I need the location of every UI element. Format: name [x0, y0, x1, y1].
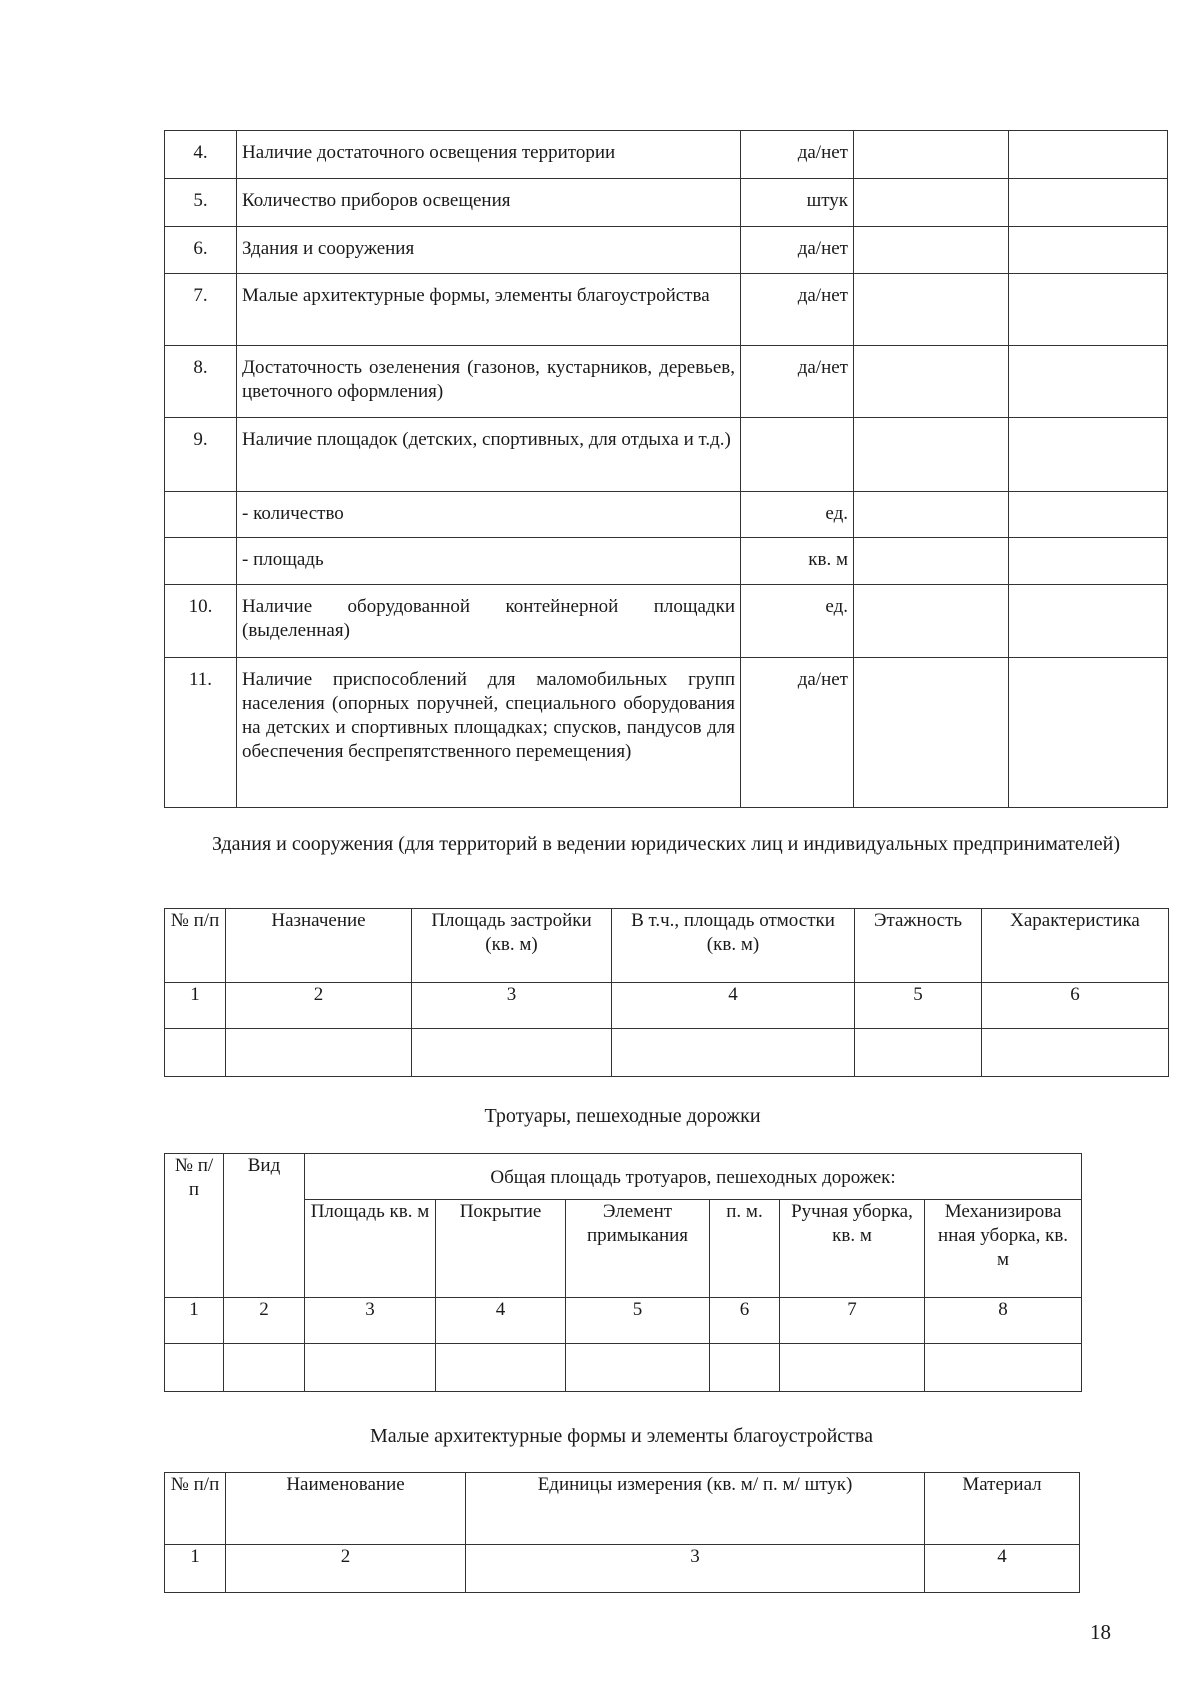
row-description: Малые архитектурные формы, элементы благоустройства — [237, 274, 741, 346]
empty-cell — [854, 131, 1009, 179]
index-cell: 1 — [165, 983, 226, 1029]
row-description: Наличие достаточного освещения территории — [237, 131, 741, 179]
row-unit: кв. м — [741, 538, 854, 585]
row-unit: да/нет — [741, 274, 854, 346]
row-description: Наличие площадок (детских, спортивных, для отдыха и т.д.) — [237, 418, 741, 492]
page-number: 18 — [1090, 1620, 1111, 1644]
header-cell: В т.ч., площадь отмостки (кв. м) — [612, 909, 855, 983]
row-number: 7. — [165, 274, 237, 346]
indicators-table — [164, 130, 1168, 808]
row-number: 9. — [165, 418, 237, 492]
header-cell: Назначение — [226, 909, 412, 983]
empty-cell — [925, 1344, 1082, 1392]
index-cell: 3 — [305, 1298, 436, 1344]
index-cell: 1 — [165, 1298, 224, 1344]
row-number: 6. — [165, 227, 237, 274]
sub-header-cell: Механизирова нная уборка, кв. м — [925, 1200, 1082, 1298]
sub-header-cell: п. м. — [710, 1200, 780, 1298]
index-cell: 3 — [466, 1545, 925, 1593]
row-unit: штук — [741, 179, 854, 227]
empty-cell — [854, 179, 1009, 227]
empty-cell — [226, 1029, 412, 1077]
index-cell: 6 — [982, 983, 1169, 1029]
row-description: Наличие оборудованной контейнерной площадки (выделенная) — [237, 585, 741, 658]
empty-cell — [780, 1344, 925, 1392]
table-row — [165, 274, 1168, 346]
table-row — [165, 585, 1168, 658]
empty-cell — [854, 418, 1009, 492]
buildings-table — [164, 908, 1169, 1077]
index-cell: 4 — [612, 983, 855, 1029]
empty-cell — [224, 1344, 305, 1392]
table-row — [165, 538, 1168, 585]
index-cell: 1 — [165, 1545, 226, 1593]
row-unit: ед. — [741, 492, 854, 538]
index-cell: 2 — [226, 1545, 466, 1593]
empty-cell — [1009, 274, 1168, 346]
table-row — [165, 418, 1168, 492]
index-cell: 8 — [925, 1298, 1082, 1344]
header-cell: Материал — [925, 1473, 1080, 1545]
header-cell: № п/п — [165, 909, 226, 983]
empty-cell — [165, 1029, 226, 1077]
header-cell: Площадь застройки (кв. м) — [412, 909, 612, 983]
row-description: Наличие приспособлений для маломобильных групп населения (опорных поручней, специального оборудования на детских и спортивных площадках; спусков, пандусов для обеспечения беспрепятственного перемещения) — [237, 658, 741, 808]
row-number — [165, 492, 237, 538]
table-row — [165, 346, 1168, 418]
empty-cell — [1009, 492, 1168, 538]
empty-cell — [854, 658, 1009, 808]
row-unit: да/нет — [741, 227, 854, 274]
empty-cell — [1009, 131, 1168, 179]
sidewalks-table — [164, 1153, 1082, 1392]
row-number: 4. — [165, 131, 237, 179]
header-cell: Наименование — [226, 1473, 466, 1545]
table-row — [165, 179, 1168, 227]
header-cell: Характеристика — [982, 909, 1169, 983]
index-cell: 7 — [780, 1298, 925, 1344]
header-cell: Единицы измерения (кв. м/ п. м/ штук) — [466, 1473, 925, 1545]
row-description: Количество приборов освещения — [237, 179, 741, 227]
small-forms-caption: Малые архитектурные формы и элементы благоустройства — [370, 1425, 873, 1447]
row-description: - количество — [237, 492, 741, 538]
buildings-caption: Здания и сооружения (для территорий в ведении юридических лиц и индивидуальных предпринимателей) — [211, 833, 1121, 855]
index-cell: 5 — [566, 1298, 710, 1344]
row-unit: да/нет — [741, 131, 854, 179]
sub-header-cell: Элемент примыкания — [566, 1200, 710, 1298]
index-cell: 3 — [412, 983, 612, 1029]
table-row — [165, 658, 1168, 808]
row-description: - площадь — [237, 538, 741, 585]
empty-cell — [1009, 179, 1168, 227]
empty-cell — [854, 538, 1009, 585]
row-number: 10. — [165, 585, 237, 658]
index-cell: 4 — [925, 1545, 1080, 1593]
row-number: 5. — [165, 179, 237, 227]
empty-cell — [1009, 538, 1168, 585]
row-number — [165, 538, 237, 585]
row-description: Здания и сооружения — [237, 227, 741, 274]
empty-cell — [165, 1344, 224, 1392]
empty-cell — [1009, 585, 1168, 658]
row-number: 11. — [165, 658, 237, 808]
empty-cell — [305, 1344, 436, 1392]
row-unit — [741, 418, 854, 492]
sub-header-cell: Ручная уборка, кв. м — [780, 1200, 925, 1298]
table-row — [165, 492, 1168, 538]
empty-cell — [854, 227, 1009, 274]
header-cell: Вид — [224, 1154, 305, 1298]
table-row — [165, 131, 1168, 179]
empty-cell — [612, 1029, 855, 1077]
sidewalks-caption: Тротуары, пешеходные дорожки — [484, 1105, 761, 1127]
empty-cell — [566, 1344, 710, 1392]
sub-header-cell: Покрытие — [436, 1200, 566, 1298]
header-cell: Этажность — [855, 909, 982, 983]
empty-cell — [1009, 658, 1168, 808]
sub-header-cell: Площадь кв. м — [305, 1200, 436, 1298]
row-unit: да/нет — [741, 346, 854, 418]
row-unit: ед. — [741, 585, 854, 658]
index-cell: 4 — [436, 1298, 566, 1344]
row-description: Достаточность озеленения (газонов, кустарников, деревьев, цветочного оформления) — [237, 346, 741, 418]
empty-cell — [854, 274, 1009, 346]
empty-cell — [710, 1344, 780, 1392]
index-cell: 2 — [224, 1298, 305, 1344]
empty-cell — [1009, 227, 1168, 274]
index-cell: 6 — [710, 1298, 780, 1344]
empty-cell — [412, 1029, 612, 1077]
index-cell: 5 — [855, 983, 982, 1029]
empty-cell — [436, 1344, 566, 1392]
header-cell: № п/п — [165, 1154, 224, 1298]
header-group-cell: Общая площадь тротуаров, пешеходных дорожек: — [305, 1154, 1082, 1200]
small-forms-table — [164, 1472, 1080, 1593]
index-cell: 2 — [226, 983, 412, 1029]
empty-cell — [982, 1029, 1169, 1077]
empty-cell — [855, 1029, 982, 1077]
table-row — [165, 227, 1168, 274]
row-number: 8. — [165, 346, 237, 418]
empty-cell — [854, 492, 1009, 538]
header-cell: № п/п — [165, 1473, 226, 1545]
empty-cell — [854, 585, 1009, 658]
empty-cell — [1009, 346, 1168, 418]
empty-cell — [854, 346, 1009, 418]
empty-cell — [1009, 418, 1168, 492]
row-unit: да/нет — [741, 658, 854, 808]
